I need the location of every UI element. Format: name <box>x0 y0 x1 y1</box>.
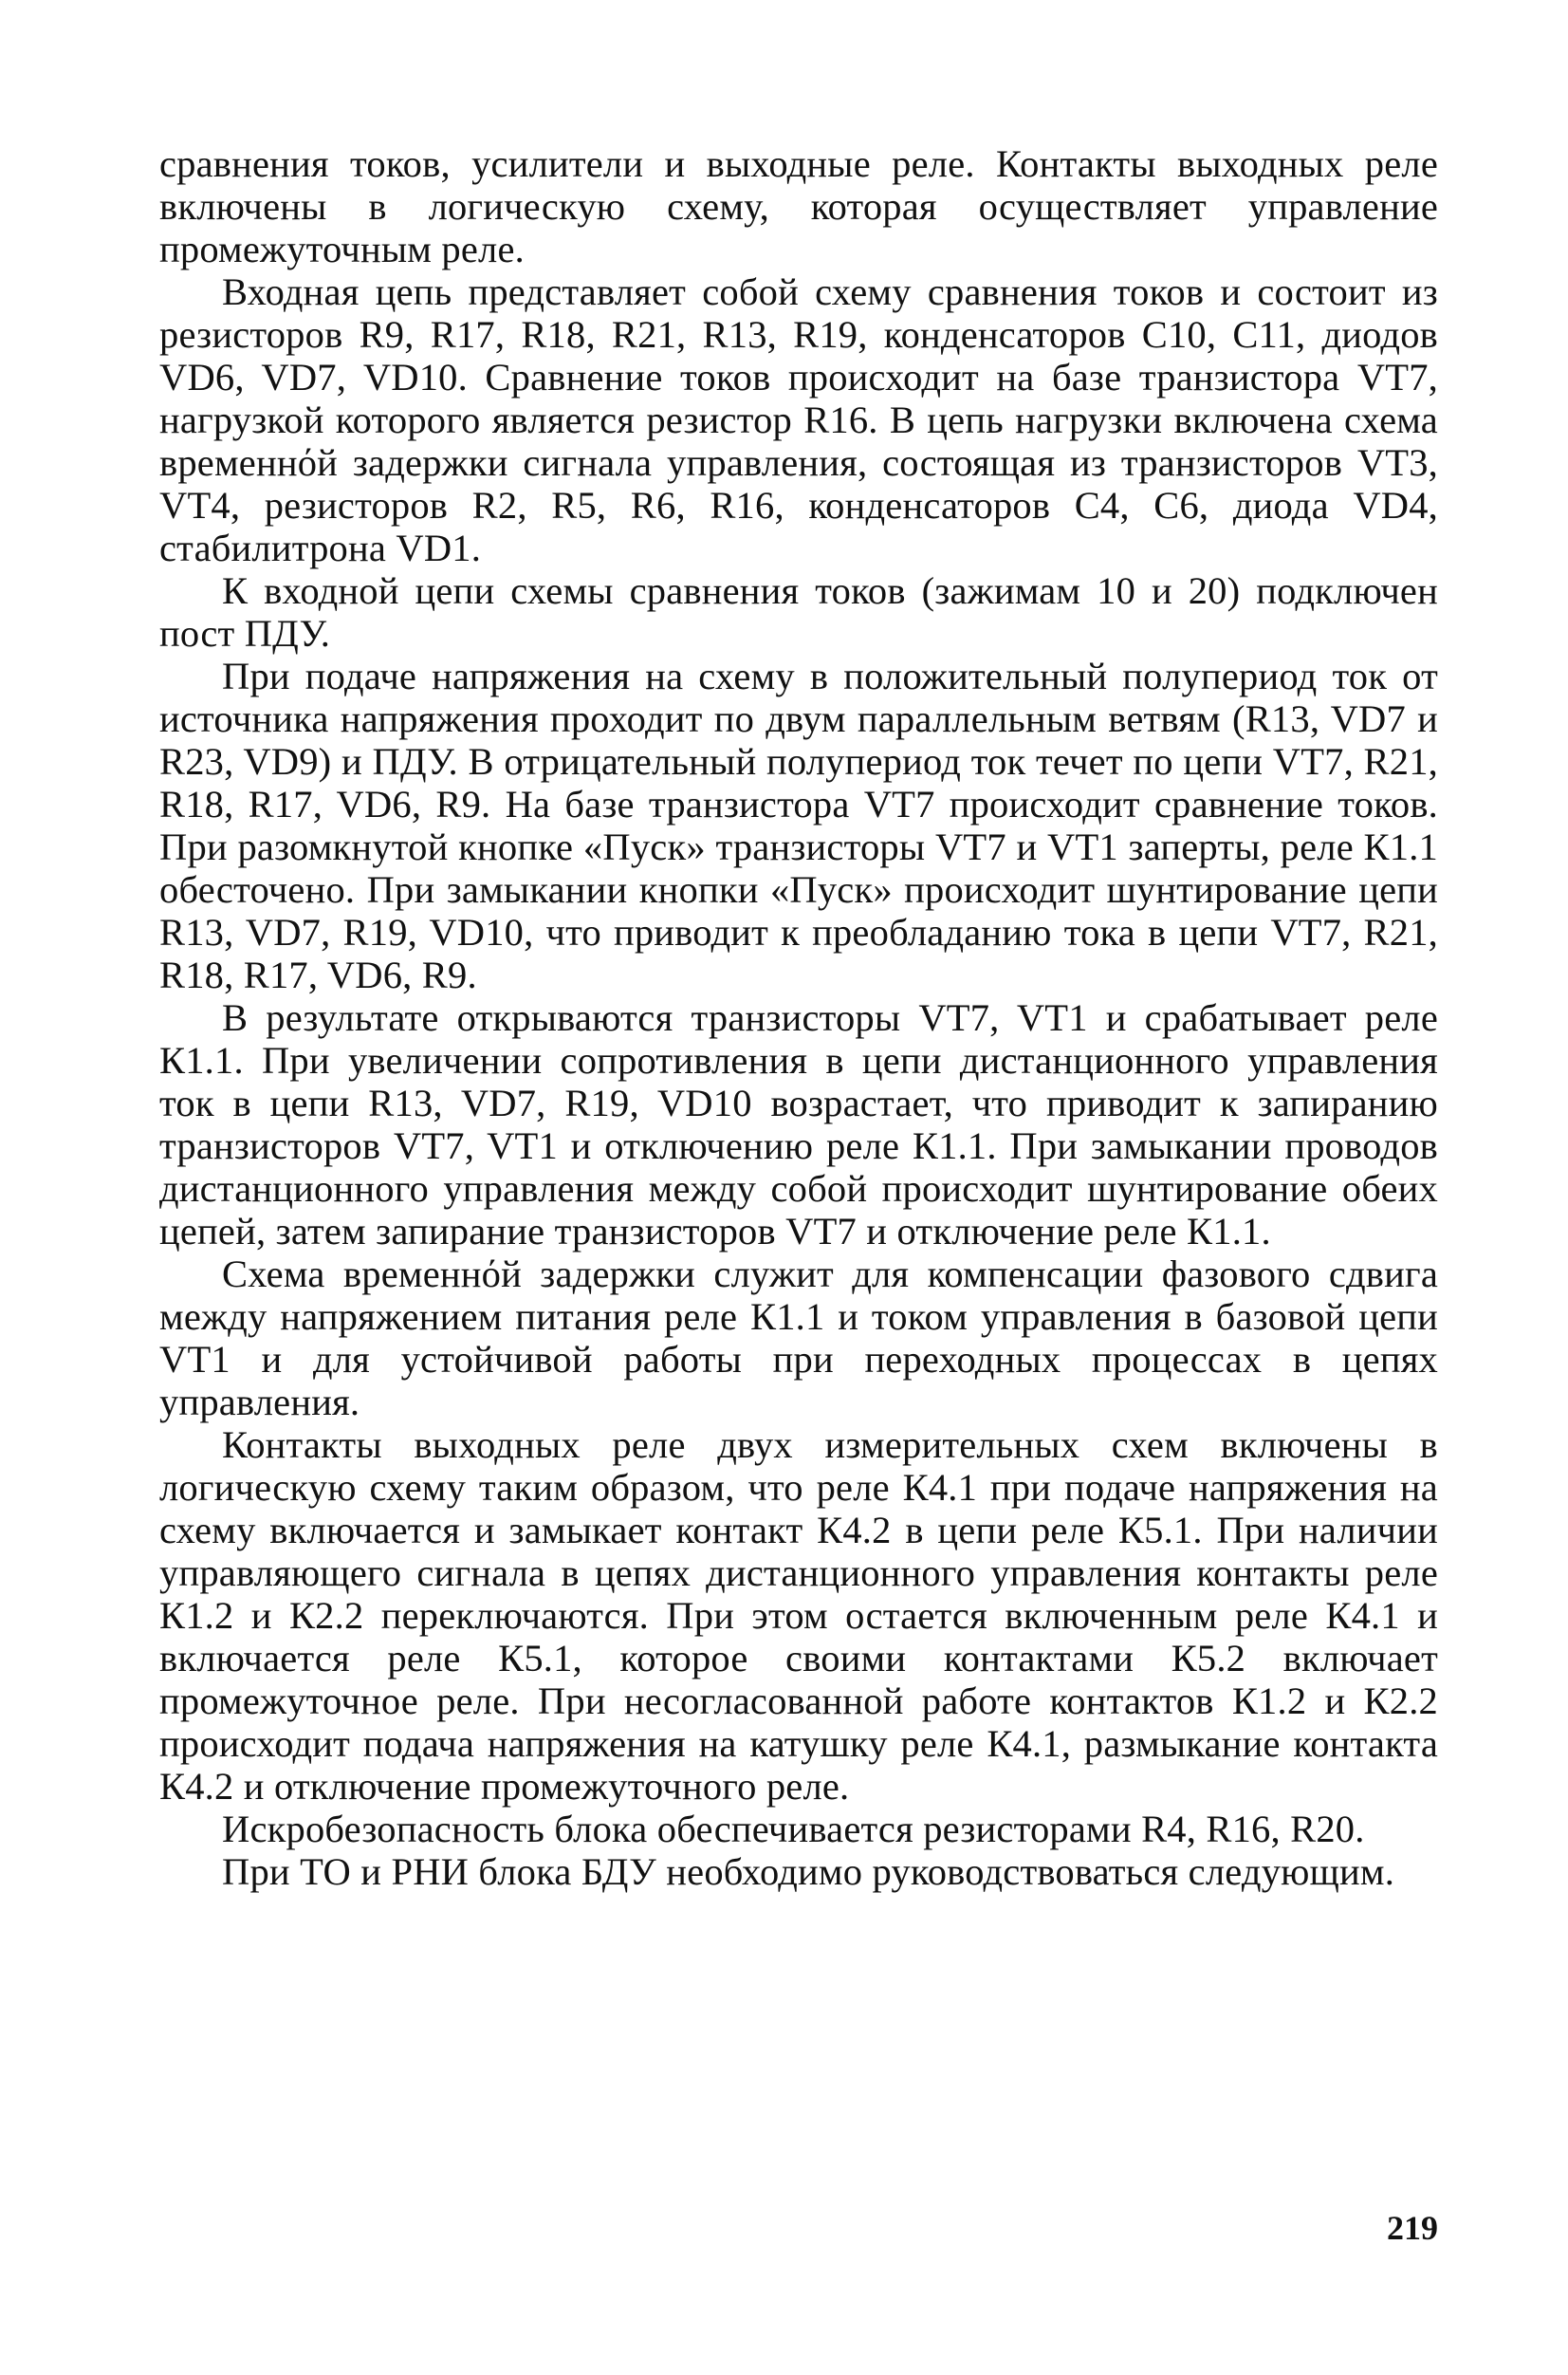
paragraph-3: К входной цепи схемы сравнения токов (зажимам 10 и 20) подключен пост ПДУ. <box>159 569 1438 655</box>
paragraph-8: Искробезопасность блока обеспечивается резисторами R4, R16, R20. <box>222 1808 1365 1850</box>
paragraph-7: Контакты выходных реле двух измерительных схем включены в логическую схему таким образом, что реле К4.1 при подаче напряжения на схему включается и замыкает контакт К4.2 в цепи реле К5.1. При наличии управляющего сигнала в цепях дистанционного управления контакты реле К1.2 и К2.2 переключаются. При этом остается включенным реле К4.1 и включается реле К5.1, которое своими контактами К5.2 включает промежуточное реле. При несогласованной работе контактов К1.2 и К2.2 происходит подача напряжения на катушку реле К4.1, размыкание контакта К4.2 и отключение промежуточного реле. <box>159 1423 1438 1808</box>
page-body <box>159 142 1438 1893</box>
paragraph-9: При ТО и РНИ блока БДУ необходимо руководствоваться следующим. <box>222 1850 1395 1893</box>
paragraph-5: В результате открываются транзисторы VT7, VT1 и срабатывает реле К1.1. При увеличении сопротивления в цепи дистанционного управления ток в цепи R13, VD7, R19, VD10 возрастает, что приводит к запиранию транзисторов VT7, VT1 и отключению реле К1.1. При замыкании проводов дистанционного управления между собой происходит шунтирование обеих цепей, затем запирание транзисторов VT7 и отключение реле К1.1. <box>159 996 1438 1252</box>
paragraph-4: При подаче напряжения на схему в положительный полупериод ток от источника напряжения проходит по двум параллельным ветвям (R13, VD7 и R23, VD9) и ПДУ. В отрицательный полупериод ток течет по цепи VT7, R21, R18, R17, VD6, R9. На базе транзистора VT7 происходит сравнение токов. При разомкнутой кнопке «Пуск» транзисторы VT7 и VT1 заперты, реле К1.1 обесточено. При замыкании кнопки «Пуск» происходит шунтирование цепи R13, VD7, R19, VD10, что приводит к преобладанию тока в цепи VT7, R21, R18, R17, VD6, R9. <box>159 655 1438 996</box>
page-number: 219 <box>1387 2209 1438 2247</box>
paragraph-2: Входная цепь представляет собой схему сравнения токов и состоит из резисторов R9, R17, R18, R21, R13, R19, конденсаторов С10, С11, диодов VD6, VD7, VD10. Сравнение токов происходит на базе транзистора VT7, нагрузкой которого является резистор R16. В цепь нагрузки включена схема временнόй задержки сигнала управления, состоящая из транзисторов VT3, VT4, резисторов R2, R5, R6, R16, конденсаторов С4, С6, диода VD4, стабилитрона VD1. <box>159 270 1438 569</box>
paragraph-1: сравнения токов, усилители и выходные реле. Контакты выходных реле включены в логическую схему, которая осуществляет управление промежуточным реле. <box>159 142 1438 270</box>
paragraph-6: Схема временнόй задержки служит для компенсации фазового сдвига между напряжением питания реле К1.1 и током управления в базовой цепи VT1 и для устойчивой работы при переходных процессах в цепях управления. <box>159 1252 1438 1423</box>
